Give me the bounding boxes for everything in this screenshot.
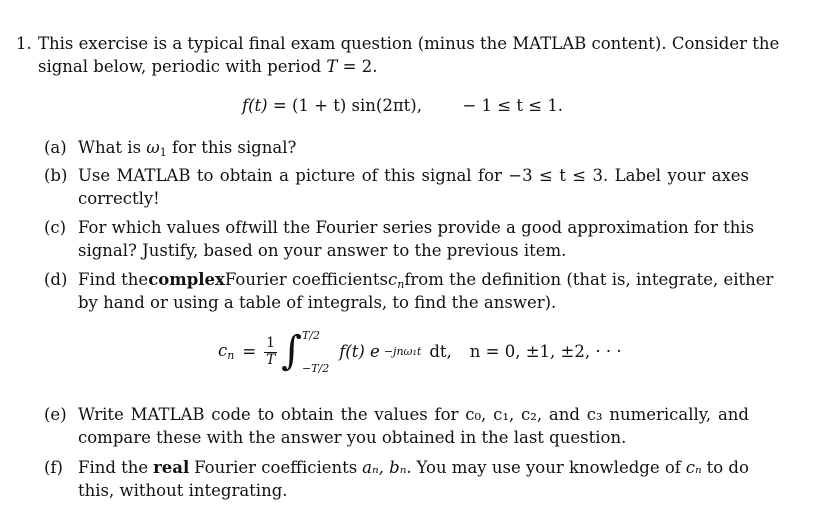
part-c-line-1-post: will the Fourier series provide a good approximation for this [247, 218, 755, 237]
intro-line-2 [38, 57, 377, 77]
part-d-cn: $c_n$ [387, 270, 405, 291]
equals-sign: = [242, 342, 257, 362]
part-f-coeffs: aₙ, bₙ. [362, 458, 412, 477]
formula-range: − 1 ≤ t ≤ 1. [462, 96, 564, 115]
dt-symbol: dt, [429, 342, 452, 362]
lower-limit: −T/2 [301, 361, 330, 375]
part-d-line-1 [78, 270, 774, 291]
part-a-label: (a) [44, 138, 67, 157]
problem-number: 1. [16, 34, 32, 53]
part-e-line-1: Write MATLAB code to obtain the values for c₀, c₁, c₂, and c₃ numerically, and [78, 405, 749, 424]
fraction-numerator: 1 [266, 335, 276, 352]
omega-symbol: ω [146, 138, 160, 157]
part-f-bold: real [153, 458, 190, 477]
integral-sign: ∫ [281, 328, 302, 374]
period-symbol: T [326, 57, 338, 76]
part-c-label: (c) [44, 218, 67, 237]
integral-limits [302, 329, 329, 375]
part-f-cn: cₙ [685, 458, 702, 477]
part-f-mid: Fourier coefficients [194, 458, 358, 477]
part-a-text [78, 138, 296, 159]
part-c-line-2: signal? Justify, based on your answer to the previous item. [78, 241, 567, 260]
part-d-label: (d) [44, 270, 68, 289]
omega-subscript: 1 [159, 146, 167, 159]
part-f-end: to do [706, 458, 749, 477]
n-range: n = 0, ±1, ±2, · · · [469, 342, 622, 362]
part-b-line-1: Use MATLAB to obtain a picture of this signal for −3 ≤ t ≤ 3. Label your axes [78, 166, 749, 185]
one-over-T [264, 336, 277, 368]
variable-t: t [241, 218, 248, 237]
cn-symbol: $c_n$ [218, 341, 235, 363]
fourier-coefficient-formula [218, 328, 622, 376]
part-f-post: You may use your knowledge of [416, 458, 681, 477]
part-f-line-1 [78, 458, 749, 478]
intro-line-2-post: = 2. [342, 57, 378, 76]
intro-line-1: This exercise is a typical final exam question (minus the MATLAB content). Consider the [38, 34, 780, 53]
part-f-label: (f) [44, 458, 63, 477]
signal-formula [242, 96, 563, 116]
part-b-line-2: correctly! [78, 189, 160, 208]
part-e-line-2: compare these with the answer you obtained in the last question. [78, 428, 627, 447]
exponent: −jnω₁t [383, 345, 422, 359]
part-d-post: from the definition (that is, integrate, either [404, 270, 774, 289]
integrand: f(t) e [339, 342, 380, 362]
formula-lhs: f(t) [242, 96, 268, 115]
part-d-pre: Find the [78, 270, 149, 289]
part-d-mid: Fourier coefficients [224, 270, 388, 289]
part-d-line-2: by hand or using a table of integrals, to find the answer). [78, 293, 557, 312]
part-c-line-1-pre: For which values of [78, 218, 242, 237]
fraction-denominator: T [265, 351, 276, 368]
part-a-post: for this signal? [172, 138, 297, 157]
part-e-label: (e) [44, 405, 67, 424]
part-f-line-2: this, without integrating. [78, 481, 288, 500]
upper-limit: T/2 [301, 329, 320, 342]
part-a-pre: What is [78, 138, 142, 157]
intro-line-2-pre: signal below, periodic with period [38, 57, 322, 76]
formula-rhs: = (1 + t) sin(2πt), [272, 96, 422, 115]
part-c-line-1 [78, 218, 755, 238]
part-f-pre: Find the [78, 458, 149, 477]
part-d-bold: complex [148, 270, 225, 289]
part-b-label: (b) [44, 166, 68, 185]
